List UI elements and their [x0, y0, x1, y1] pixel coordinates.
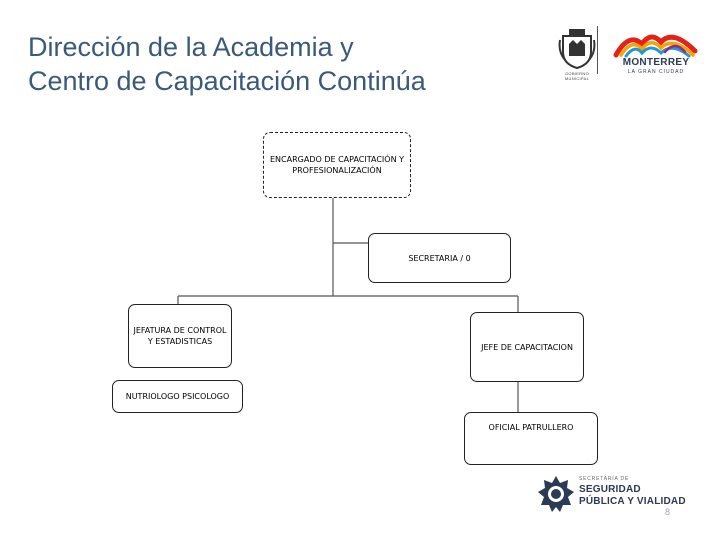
security-small-label: SECRETARÍA DE: [579, 476, 630, 482]
node-secretaria: SECRETARIA / 0: [368, 233, 511, 283]
city-name: MONTERREY: [622, 57, 690, 68]
city-tagline: LA GRAN CIUDAD: [627, 69, 685, 75]
title-line-1: Dirección de la Academia y: [28, 32, 354, 62]
security-line-2: PÚBLICA Y VIALIDAD: [579, 496, 686, 507]
gov-caption: GOBIERNO MUNICIPAL: [564, 71, 590, 81]
title-line-2: Centro de Capacitación Continúa: [28, 66, 426, 96]
security-line-1: SEGURIDAD: [579, 484, 641, 495]
node-encargado: ENCARGADO DE CAPACITACIÓN Y PROFESIONALIZACIÓN: [263, 132, 411, 198]
node-jefe-capacitacion: JEFE DE CAPACITACION: [470, 312, 584, 382]
node-jefatura: JEFATURA DE CONTROL Y ESTADISTICAS: [128, 304, 232, 368]
seguridad-logo: [535, 470, 710, 518]
node-oficial-patrullero: OFICIAL PATRULLERO: [464, 412, 598, 465]
police-badge-icon: [537, 475, 575, 513]
node-nutriologo-psicologo: NUTRIOLOGO PSICOLOGO: [112, 380, 243, 413]
page-number: 8: [665, 507, 671, 517]
